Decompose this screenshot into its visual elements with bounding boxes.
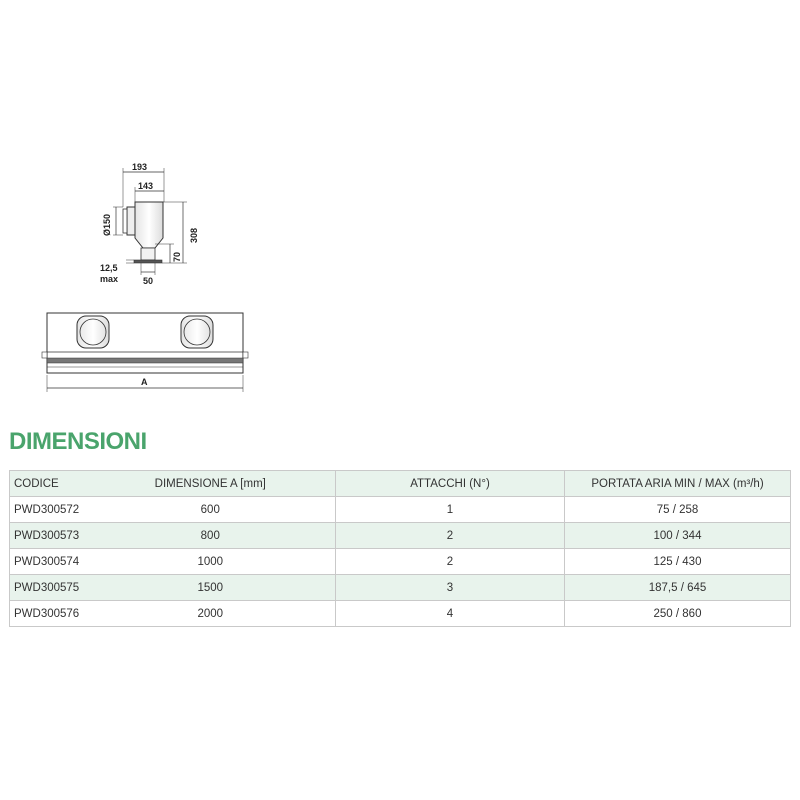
dim-308-label: 308 — [189, 227, 199, 243]
cell-dimension: 1000 — [86, 549, 336, 575]
dimensions-table — [9, 470, 791, 627]
cell-dimension: 1500 — [86, 575, 336, 601]
table-header-row — [10, 471, 791, 497]
cell-airflow: 125 / 430 — [565, 549, 791, 575]
cell-airflow: 187,5 / 645 — [565, 575, 791, 601]
dim-flange-note: max — [100, 274, 119, 284]
cell-code: PWD300573 — [10, 523, 86, 549]
dim-a-label: A — [141, 377, 148, 387]
cell-connections: 3 — [336, 575, 565, 601]
table-row — [10, 601, 791, 627]
front-view-drawing — [42, 313, 248, 392]
side-view-drawing — [100, 162, 199, 286]
cell-code: PWD300574 — [10, 549, 86, 575]
table-row — [10, 497, 791, 523]
dim-70-label: 70 — [172, 251, 182, 262]
cell-code: PWD300575 — [10, 575, 86, 601]
header-code: CODICE — [10, 471, 86, 497]
cell-connections: 2 — [336, 523, 565, 549]
cell-dimension: 2000 — [86, 601, 336, 627]
cell-airflow: 250 / 860 — [565, 601, 791, 627]
cell-airflow: 100 / 344 — [565, 523, 791, 549]
dim-143-label: 143 — [138, 181, 154, 191]
section-title: DIMENSIONI — [9, 428, 147, 455]
cell-airflow: 75 / 258 — [565, 497, 791, 523]
cell-dimension: 800 — [86, 523, 336, 549]
cell-code: PWD300572 — [10, 497, 86, 523]
header-connections: ATTACCHI (N°) — [336, 471, 565, 497]
table-row — [10, 549, 791, 575]
cell-code: PWD300576 — [10, 601, 86, 627]
header-airflow: PORTATA ARIA MIN / MAX (m³/h) — [565, 471, 791, 497]
header-dimension: DIMENSIONE A [mm] — [86, 471, 336, 497]
table-row — [10, 575, 791, 601]
cell-connections: 2 — [336, 549, 565, 575]
cell-connections: 4 — [336, 601, 565, 627]
dim-50-label: 50 — [143, 276, 154, 286]
cell-connections: 1 — [336, 497, 565, 523]
dim-flange-label: 12,5 — [100, 263, 118, 273]
dim-193-label: 193 — [132, 162, 148, 172]
dim-diameter-label: Ø150 — [102, 213, 112, 236]
cell-dimension: 600 — [86, 497, 336, 523]
table-row — [10, 523, 791, 549]
